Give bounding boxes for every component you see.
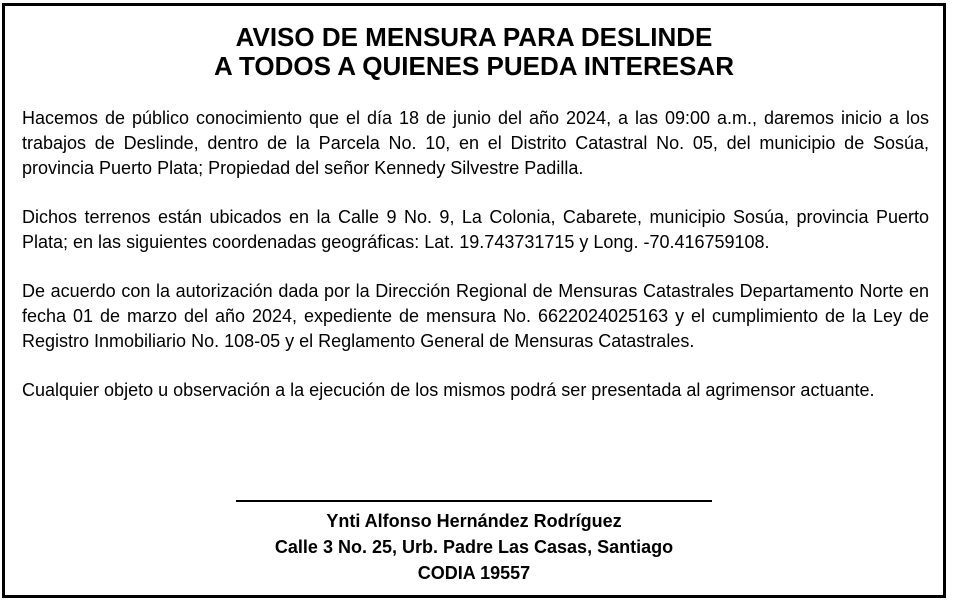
notice-box [2, 3, 946, 598]
title-line-2: A TODOS A QUIENES PUEDA INTERESAR [213, 51, 735, 81]
paragraph-authorization: De acuerdo con la autorización dada por la Dirección Regional de Mensuras Catastrales Departamento Norte en fecha 01 de marzo del año 2024, expediente de mensura No. 6622024025163 y el cumplimiento de la Ley de Registro Inmobiliario No. 108-05 y el Reglamento General de Mensuras Catastrales. [22, 281, 929, 351]
paragraph-location: Dichos terrenos están ubicados en la Calle 9 No. 9, La Colonia, Cabarete, municipio Sosúa, provincia Puerto Plata; en las siguientes coordenadas geográficas: Lat. 19.743731715 y Long. -70.416759108. [22, 207, 929, 252]
notice-body [22, 106, 929, 427]
title-line-1: AVISO DE MENSURA PARA DESLINDE [235, 22, 713, 52]
notice-title [5, 6, 943, 81]
surveyor-name: Ynti Alfonso Hernández Rodríguez [326, 511, 622, 531]
surveyor-address: Calle 3 No. 25, Urb. Padre Las Casas, Santiago [274, 537, 674, 557]
paragraph-objections: Cualquier objeto u observación a la ejecución de los mismos podrá ser presentada al agrimensor actuante. [22, 380, 875, 400]
signature-line [236, 500, 712, 502]
signature-block [5, 500, 943, 586]
paragraph-announcement: Hacemos de público conocimiento que el día 18 de junio del año 2024, a las 09:00 a.m., daremos inicio a los trabajos de Deslinde, dentro de la Parcela No. 10, en el Distrito Catastral No. 05, del municipio de Sosúa, provincia Puerto Plata; Propiedad del señor Kennedy Silvestre Padilla. [22, 108, 929, 178]
codia-number: CODIA 19557 [417, 563, 531, 583]
